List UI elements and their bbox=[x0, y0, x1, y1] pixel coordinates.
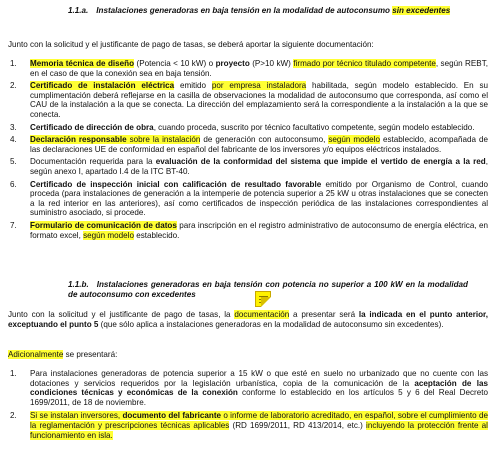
list-item: 5. Documentación requerida para la evaluación de la conformidad del sistema que impide el vertido de energía a la red, según anexo I, apartado I.4 de la ITC BT-40. bbox=[10, 157, 488, 176]
section-title: Instalaciones generadoras en baja tensión en la modalidad de autoconsumo bbox=[96, 6, 393, 15]
list-item: 2. Si se instalan inversores, documento del fabricante o informe de laboratorio acreditado, en español, sobre el cumplimiento de la reglamentación y prescripciones técnicas aplicables (RD 1699/2011, RD 413/2014, etc.) incluyendo la protección frente al funcionamiento en isla. bbox=[10, 411, 488, 440]
section-2-intro: Junto con la solicitud y el justificante de pago de tasas, la documentación a presentar será la indicada en el punto anterior, exceptuando el punto 5 (que sólo aplica a instalaciones generadoras en la modalidad de autoconsumo sin excedentes). bbox=[8, 310, 489, 329]
requirements-list-2 bbox=[8, 369, 488, 440]
section-heading-1-1-b bbox=[8, 280, 488, 299]
list-item: 3. Certificado de dirección de obra, cuando proceda, suscrito por técnico facultativo competente, según modelo establecido. bbox=[10, 122, 475, 132]
section-intro: Junto con la solicitud y el justificante de pago de tasas, se deberá aportar la siguiente documentación: bbox=[8, 40, 374, 49]
list-item: 7. Formulario de comunicación de datos para inscripción en el registro administrativo de autoconsumo de energía eléctrica, en formato excel, según modelo establecido. bbox=[10, 220, 488, 240]
section-number: 1.1.b. bbox=[68, 280, 89, 289]
list-item: 2. Certificado de instalación eléctrica emitido por empresa instaladora habilitada, según modelo establecido. En su cumplimentación deberá reflejarse en la casilla de observaciones la modalidad de autoconsumo que corresponda, así como el CAU de la instalación a la que se conecta. La dirección del emplazamiento será la correspondiente a la instalación a la que se conecta. bbox=[10, 81, 488, 119]
section-title-highlight: sin excedentes bbox=[392, 6, 451, 15]
section-heading-1-1-a bbox=[8, 6, 488, 16]
list-item: 6. Certificado de inspección inicial con calificación de resultado favorable emitido por Organismo de Control, cuando proceda (para instalaciones de generación a la intemperie de potencia superior a 25 kW u otras instalaciones que se conecten a la red interior en las anteriores), así como certificados de inspección periódica de las instalaciones correspondientes al suministro asociado, si procede. bbox=[10, 179, 488, 218]
additional-line: Adicionalmente se presentará: bbox=[8, 350, 118, 359]
requirements-list-1 bbox=[8, 59, 488, 240]
list-item: 1. Memoria técnica de diseño (Potencia < 10 kW) o proyecto (P>10 kW) firmado por técnico titulado competente, según REBT, en el caso de que la conexión sea en baja tensión. bbox=[10, 59, 488, 78]
section-title: Instalaciones generadoras en baja tensión con potencia no superior a 100 kW en la modalidad de autoconsumo con excedentes bbox=[68, 280, 468, 299]
list-item: 4. Declaración responsable sobre la instalación de generación con autoconsumo, según modelo establecido, acompañada de las declaraciones UE de conformidad en español del fabricante de los inversores y/o equipos eléctricos instalados. bbox=[10, 135, 488, 154]
comment-note-icon[interactable] bbox=[255, 291, 271, 307]
list-item: 1. Para instalaciones generadoras de potencia superior a 15 kW o que esté en suelo no urbanizado que no cuente con las dotaciones y servicios requeridos por la legislación urbanística, copia de la comunicación de la aceptación de las condiciones técnicas y económicas de la conexión conforme lo establecido en los artículos 5 y 6 del Real Decreto 1699/2011, de 18 de noviembre. bbox=[10, 369, 488, 407]
section-number: 1.1.a. bbox=[68, 6, 89, 15]
